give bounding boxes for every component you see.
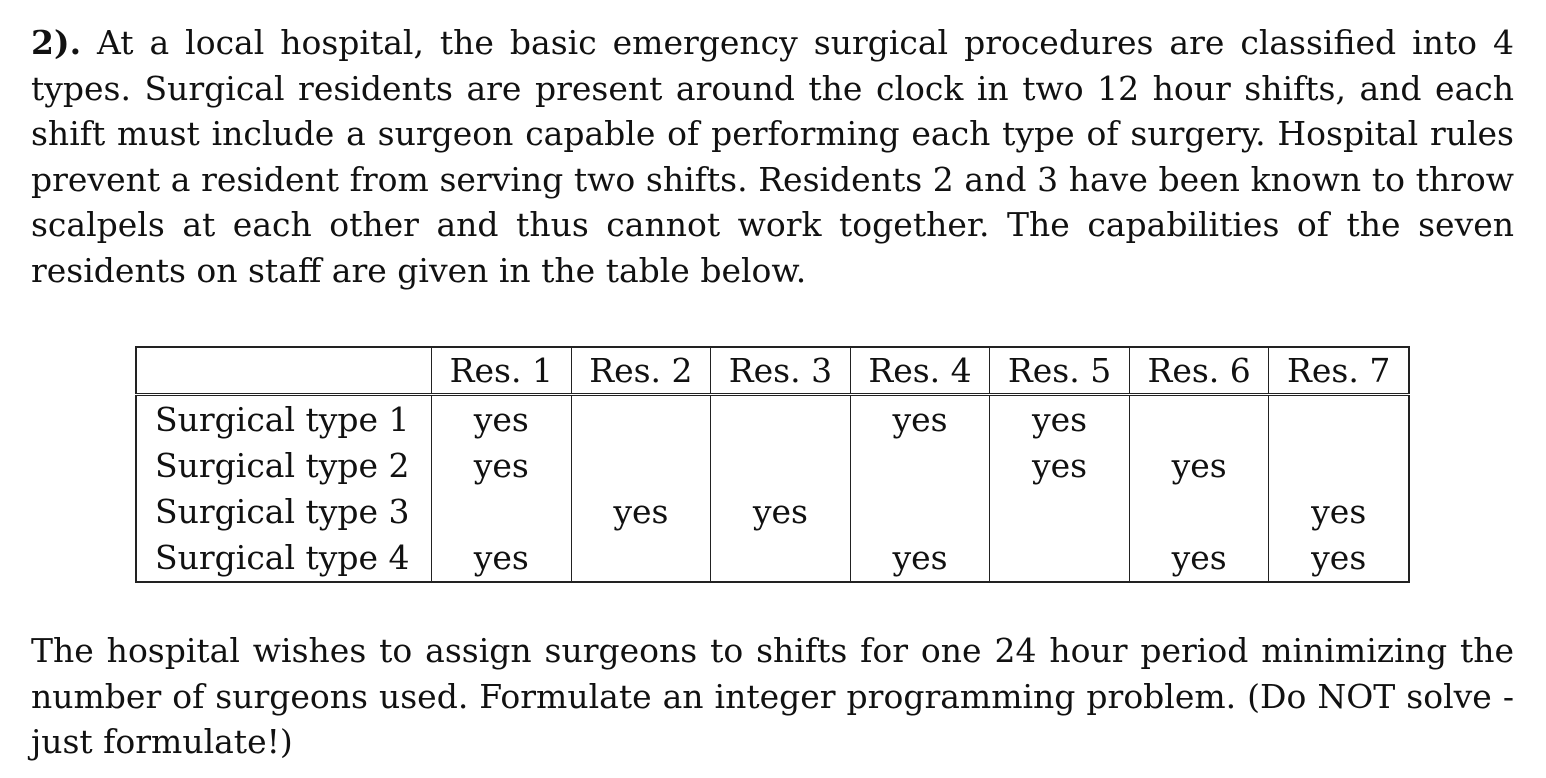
- table-row: [136, 535, 1409, 582]
- table-cell: [850, 443, 990, 489]
- table-cell: yes: [1269, 489, 1409, 535]
- table-cell: yes: [1129, 443, 1269, 489]
- problem-number: 2).: [31, 23, 82, 62]
- table-cell: yes: [432, 443, 572, 489]
- column-header: Res. 2: [571, 347, 711, 395]
- table-cell: yes: [850, 535, 990, 582]
- table-cell: [711, 535, 851, 582]
- table-cell: [990, 489, 1130, 535]
- column-header: Res. 4: [850, 347, 990, 395]
- row-label: Surgical type 1: [155, 400, 410, 439]
- table-cell: [571, 535, 711, 582]
- table-cell: [1269, 443, 1409, 489]
- table-cell: [1129, 489, 1269, 535]
- table-cell: [571, 443, 711, 489]
- row-label: Surgical type 2: [155, 446, 410, 485]
- problem-statement: [31, 20, 1514, 294]
- table-cell: yes: [571, 489, 711, 535]
- row-label: Surgical type 4: [155, 538, 410, 577]
- table-cell: [571, 395, 711, 444]
- problem-intro-text: At a local hospital, the basic emergency surgical procedures are classified into 4 types. Surgical residents are present around the clock in two 12 hour shifts, and each shift must include a surgeon capable of performing each type of surgery. Hospital rules prevent a resident from serving two shifts. Residents 2 and 3 have been known to throw scalpels at each other and thus cannot work together. The capabilities of the seven residents on staff are given in the table below.: [31, 23, 1514, 290]
- table-corner-cell: [136, 347, 432, 395]
- table-cell: [711, 395, 851, 444]
- table-cell: yes: [711, 489, 851, 535]
- table-cell: [432, 489, 572, 535]
- table-cell: [990, 535, 1130, 582]
- table-cell: [711, 443, 851, 489]
- table-header-row: [136, 347, 1409, 395]
- table-row: [136, 489, 1409, 535]
- table-row: [136, 443, 1409, 489]
- table-cell: yes: [1129, 535, 1269, 582]
- table-cell: yes: [990, 443, 1130, 489]
- table-row: [136, 395, 1409, 444]
- column-header: Res. 3: [711, 347, 851, 395]
- table-cell: yes: [432, 535, 572, 582]
- column-header: Res. 6: [1129, 347, 1269, 395]
- capability-table: [135, 346, 1410, 583]
- column-header: Res. 7: [1269, 347, 1409, 395]
- table-cell: yes: [432, 395, 572, 444]
- table-cell: [1129, 395, 1269, 444]
- column-header: Res. 5: [990, 347, 1130, 395]
- column-header: Res. 1: [432, 347, 572, 395]
- table-cell: yes: [990, 395, 1130, 444]
- problem-instructions: The hospital wishes to assign surgeons to shifts for one 24 hour period minimizing the number of surgeons used. Formulate an integer programming problem. (Do NOT solve - just formulate!): [31, 631, 1514, 762]
- table-cell: [850, 489, 990, 535]
- table-cell: yes: [850, 395, 990, 444]
- row-label: Surgical type 3: [155, 492, 410, 531]
- table-cell: yes: [1269, 535, 1409, 582]
- table-cell: [1269, 395, 1409, 444]
